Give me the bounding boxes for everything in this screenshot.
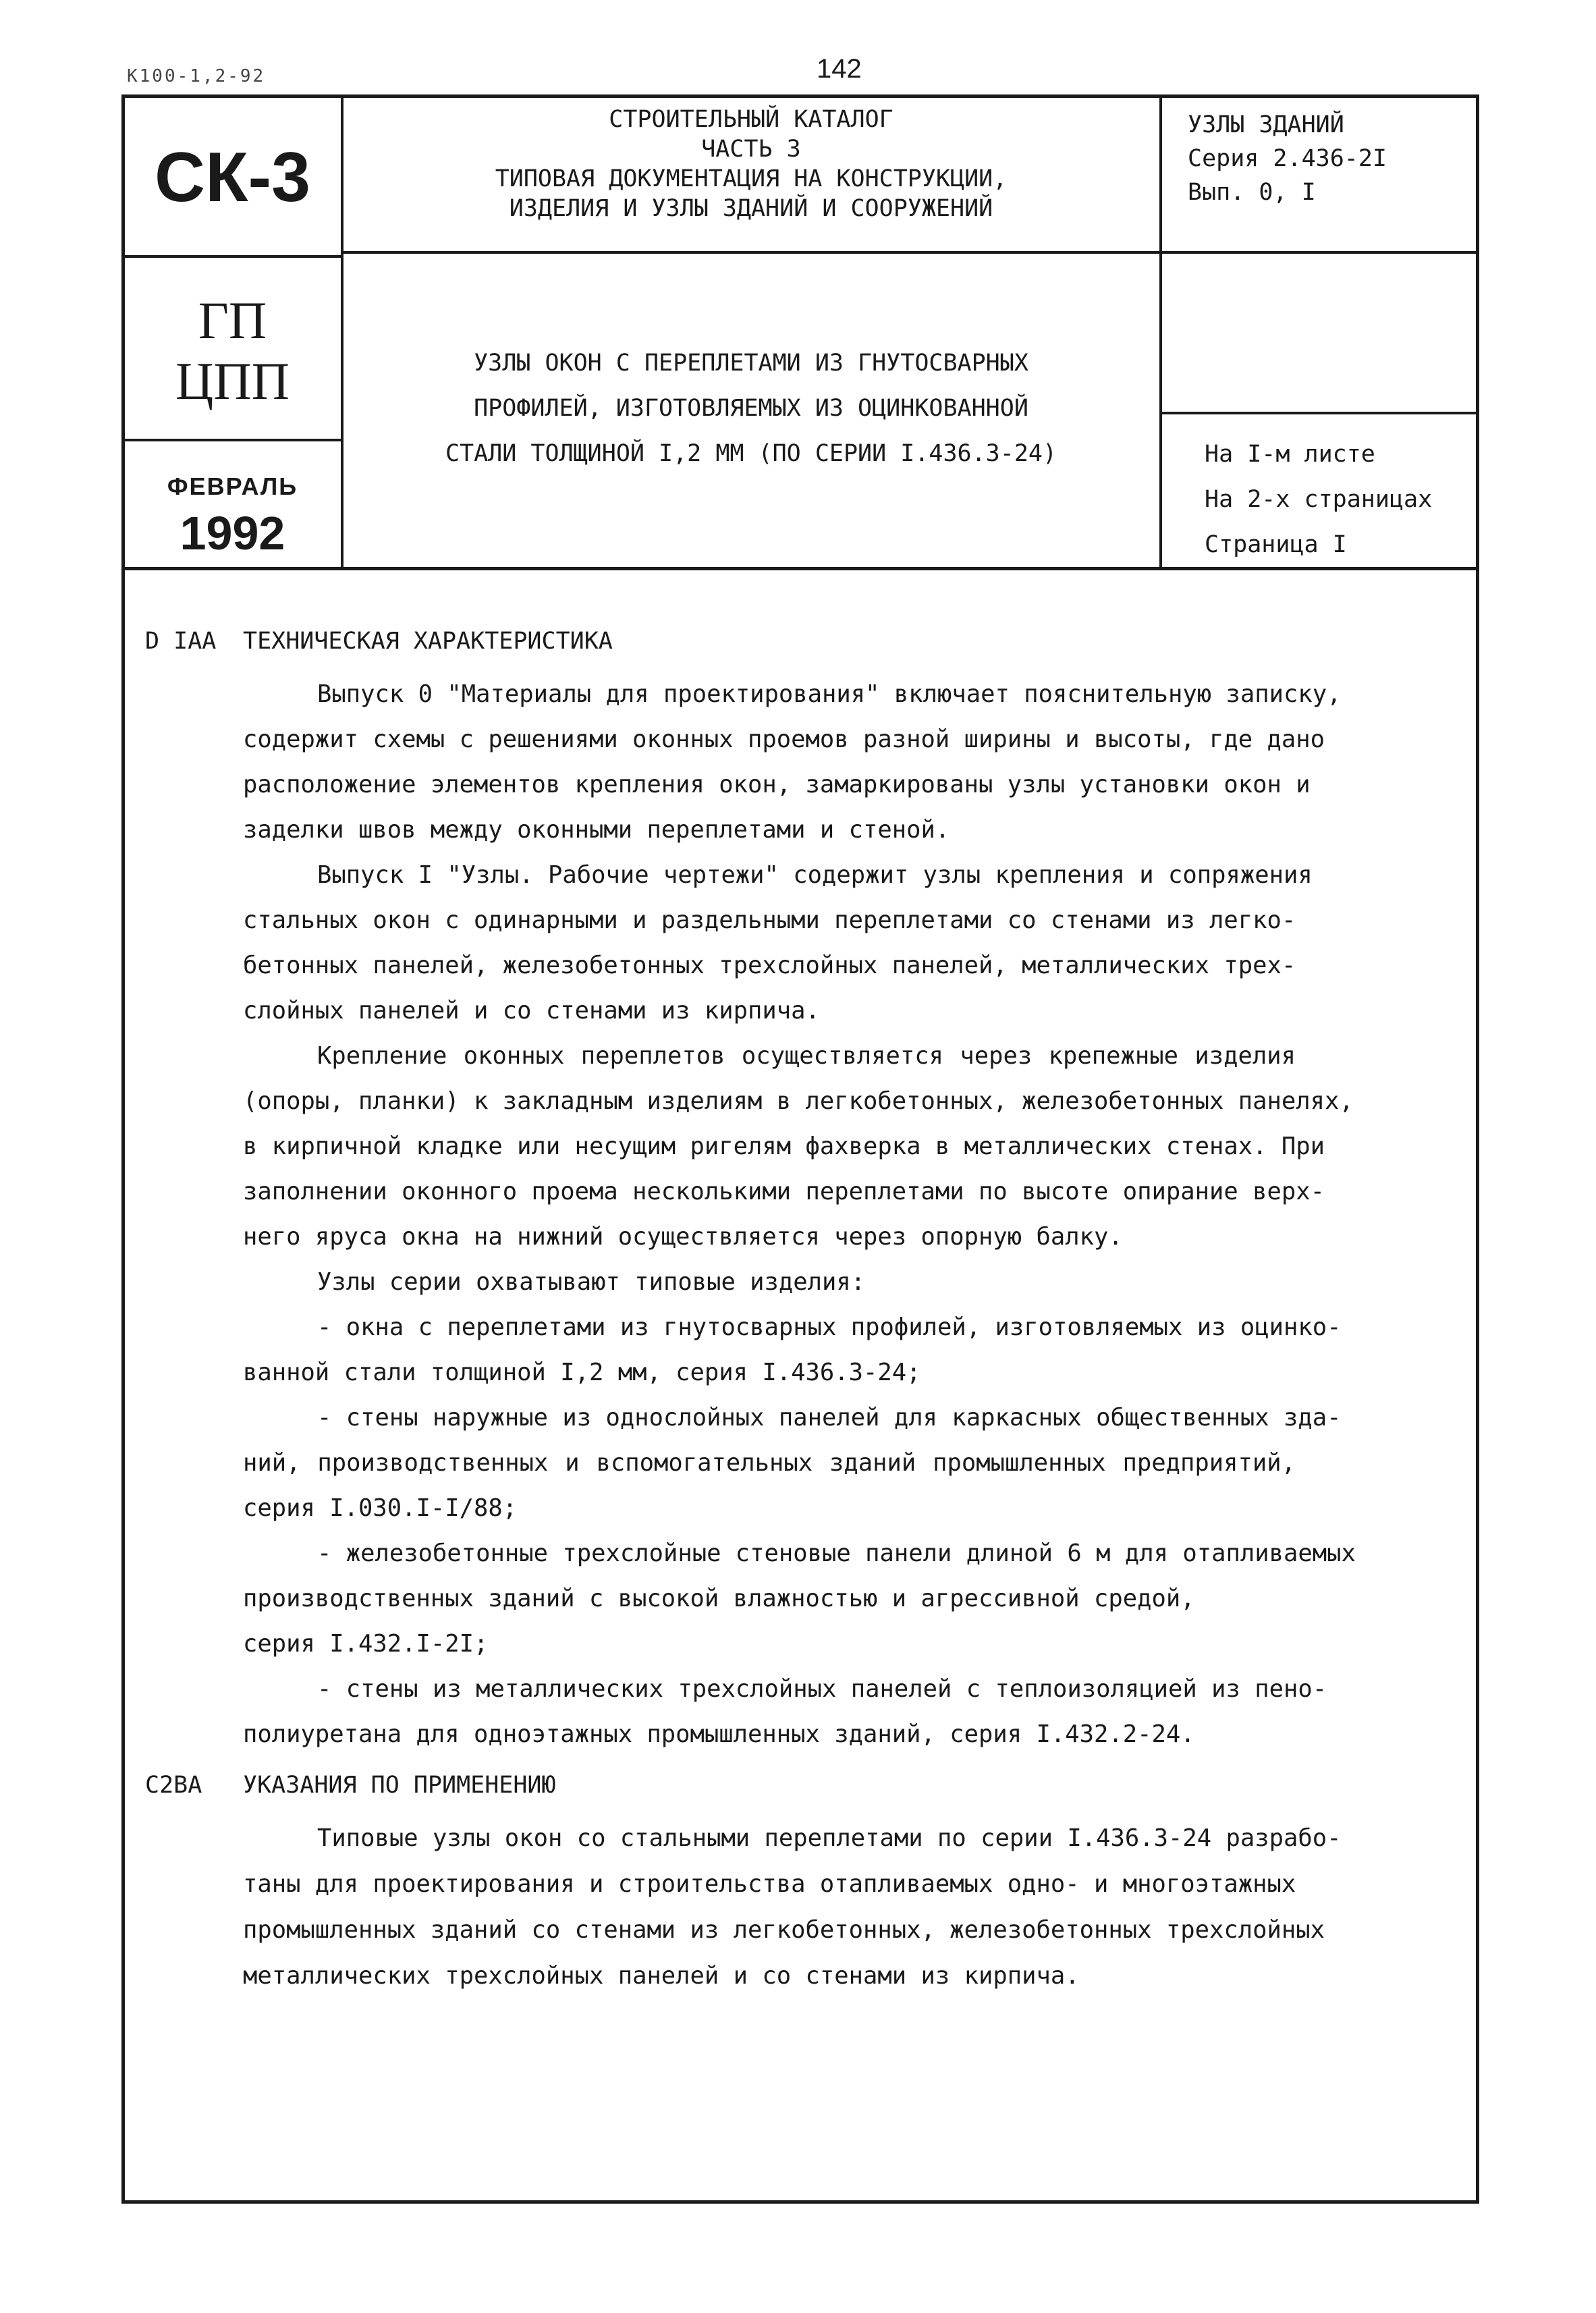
text-line: - железобетонные трехслойные стеновые панели длиной 6 м для отапливаемых	[317, 1540, 1356, 1567]
text-line: расположение элементов крепления окон, замаркированы узлы установки окон и	[243, 771, 1311, 798]
right-column-divider	[1159, 94, 1162, 568]
text-line: ванной стали толщиной I,2 мм, серия I.436.3-24;	[243, 1359, 921, 1386]
middle-row-divider	[341, 251, 1161, 254]
title-line: УЗЛЫ ОКОН С ПЕРЕПЛЕТАМИ ИЗ ГНУТОСВАРНЫХ	[474, 350, 1028, 377]
section-body	[243, 672, 1356, 1757]
series-info-line: Серия 2.436-2I	[1188, 145, 1387, 172]
text-line: Выпуск 0 "Материалы для проектирования" включает пояснительную записку,	[317, 680, 1342, 708]
document-code: К100-1,2-92	[127, 66, 266, 86]
issue-year: 1992	[180, 507, 285, 560]
right-row-divider-1	[1159, 251, 1479, 254]
text-line: ний, производственных и вспомогательных зданий промышленных предприятий,	[243, 1449, 1296, 1477]
section-code: D IAA	[145, 628, 217, 655]
text-line: содержит схемы с решениями оконных проемов разной ширины и высоты, где дано	[243, 726, 1325, 753]
section-heading: УКАЗАНИЯ ПО ПРИМЕНЕНИЮ	[243, 1772, 556, 1799]
text-line: металлических трехслойных панелей и со стенами из кирпича.	[243, 1962, 1080, 1990]
text-line: заделки швов между оконными переплетами и стеной.	[243, 816, 950, 844]
text-line: Выпуск I "Узлы. Рабочие чертежи" содержит узлы крепления и сопряжения	[317, 861, 1313, 889]
catalog-line: ЧАСТЬ 3	[701, 136, 801, 163]
section-heading: ТЕХНИЧЕСКАЯ ХАРАКТЕРИСТИКА	[243, 628, 613, 655]
text-line: таны для проектирования и строительства отапливаемых одно- и многоэтажных	[243, 1870, 1296, 1898]
text-line: производственных зданий с высокой влажностью и агрессивной средой,	[243, 1585, 1195, 1612]
issue-month: ФЕВРАЛЬ	[167, 472, 298, 500]
text-line: Узлы серии охватывают типовые изделия:	[317, 1268, 866, 1296]
catalog-header	[343, 105, 1159, 223]
text-line: - стены наружные из однослойных панелей для каркасных общественных зда-	[317, 1404, 1342, 1432]
catalog-code-label: СК-3	[154, 138, 311, 217]
section-code: C2BA	[145, 1772, 202, 1799]
series-info-line: Вып. 0, I	[1188, 179, 1316, 206]
organization-line-1: ГП	[198, 291, 267, 350]
series-info	[1188, 108, 1387, 209]
text-line: серия I.030.I-I/88;	[243, 1494, 518, 1522]
text-line: в кирпичной кладке или несущим ригелям фахверка в металлических стенах. При	[243, 1133, 1325, 1160]
organization-label	[123, 290, 341, 412]
document-title	[343, 341, 1159, 477]
right-row-divider-2	[1159, 412, 1479, 414]
page-number: 142	[817, 54, 862, 84]
text-line: серия I.432.I-2I;	[243, 1630, 489, 1658]
text-line: слойных панелей и со стенами из кирпича.	[243, 997, 820, 1025]
section-body	[243, 1816, 1342, 1999]
text-line: - стены из металлических трехслойных панелей с теплоизоляцией из пено-	[317, 1675, 1327, 1703]
left-row-divider-2	[121, 439, 342, 441]
sheet-info-line: На I-м листе	[1205, 441, 1375, 468]
text-line: промышленных зданий со стенами из легкобетонных, железобетонных трехслойных	[243, 1916, 1325, 1944]
sheet-info	[1205, 432, 1432, 568]
sheet-info-line: На 2-х страницах	[1205, 486, 1433, 513]
sheet-info-line: Страница I	[1205, 531, 1347, 558]
title-line: ПРОФИЛЕЙ, ИЗГОТОВЛЯЕМЫХ ИЗ ОЦИНКОВАННОЙ	[474, 395, 1028, 422]
left-row-divider-1	[121, 255, 342, 258]
series-info-line: УЗЛЫ ЗДАНИЙ	[1188, 111, 1344, 138]
title-line: СТАЛИ ТОЛЩИНОЙ I,2 ММ (ПО СЕРИИ I.436.3-24)	[445, 440, 1057, 467]
text-line: стальных окон с одинарными и раздельными переплетами со стенами из легко-	[243, 906, 1296, 934]
organization-line-2: ЦПП	[175, 352, 290, 410]
catalog-line: ИЗДЕЛИЯ И УЗЛЫ ЗДАНИЙ И СООРУЖЕНИЙ	[509, 195, 993, 222]
catalog-line: ТИПОВАЯ ДОКУМЕНТАЦИЯ НА КОНСТРУКЦИИ,	[495, 165, 1008, 192]
text-line: него яруса окна на нижний осуществляется через опорную балку.	[243, 1223, 1123, 1251]
text-line: - окна с переплетами из гнутосварных профилей, изготовляемых из оцинко-	[317, 1313, 1342, 1341]
text-line: Типовые узлы окон со стальными переплетами по серии I.436.3-24 разрабо-	[317, 1824, 1342, 1852]
text-line: Крепление оконных переплетов осуществляется через крепежные изделия	[317, 1042, 1296, 1070]
text-line: заполнении оконного проема несколькими переплетами по высоте опирание верх-	[243, 1178, 1325, 1205]
text-line: полиуретана для одноэтажных промышленных зданий, серия I.432.2-24.	[243, 1720, 1195, 1748]
text-line: (опоры, планки) к закладным изделиям в легкобетонных, железобетонных панелях,	[243, 1087, 1354, 1115]
catalog-line: СТРОИТЕЛЬНЫЙ КАТАЛОГ	[609, 106, 893, 133]
text-line: бетонных панелей, железобетонных трехслойных панелей, металлических трех-	[243, 952, 1296, 979]
